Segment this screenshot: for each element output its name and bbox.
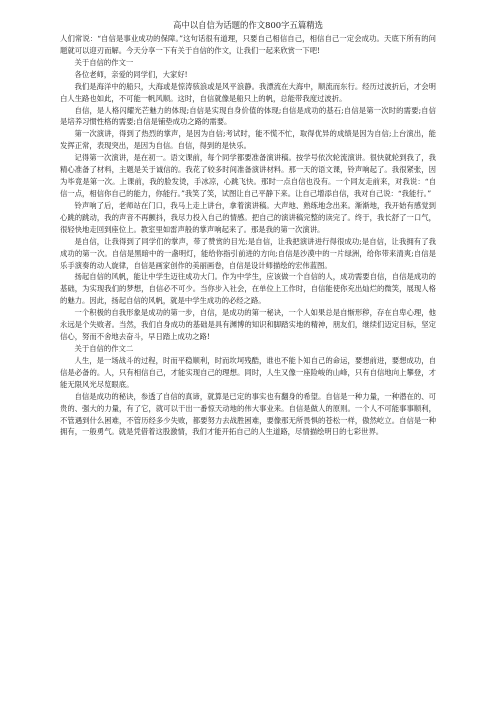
section-heading-2: 关于自信的作文二 <box>74 343 134 353</box>
paragraph: 一个积极的自我形象是成功的第一步，自信，是成功的第一秘诀，一个人如果总是自惭形秽，存在自卑心理，他永远是个失败者。当然，我们自身成功的基础是具有渊博的知识和脚踏实地的精神，朋友们，继续们迈定目标，坚定信心，努而不舍地去奋斗，早日踏上成功之路! <box>60 308 436 342</box>
document-body <box>60 33 436 438</box>
document-title: 高中以自信为话题的作文800字五篇精选 <box>173 20 323 30</box>
paragraph: 是自信，让我得到了同学们的掌声，带了赞赏的目光;是自信，让我把演讲进行得很成功;是自信，让我拥有了我成功的第一次。自信是黑暗中的一盏明灯，能给你指引前进的方向;自信是沙漠中的一片绿洲，给你带来清爽;自信是乐手演奏的动人旋律，自信是画家创作的美丽画卷，自信是设计师描绘的宏伟蓝图。 <box>60 236 436 270</box>
paragraph: 人生，是一场战斗的过程，时而平稳顺利，时而坎坷残酷，谁也不能卜知自己的命运，要想前进，要想成功，自信是必备的。人，只有相信自己，才能实现自己的理想。同时，人生又像一座险峻的山峰，只有自信地向上攀登，才能无限风光尽览眼底。 <box>60 355 436 389</box>
intro-paragraph: 人们常说：“自信是事业成功的保障。”这句话很有道理，只要自己相信自己，相信自己一定会成功。天底下所有的问题就可以迎刃而解。今天分享一下有关于自信的作文，让我们一起来欣赏一下吧! <box>60 34 436 55</box>
section-heading-1: 关于自信的作文一 <box>74 57 134 67</box>
paragraph: 各位老师，亲爱的同学们，大家好! <box>74 69 188 79</box>
paragraph: 记得第一次演讲，是在初一。语文课前，每个同学都要准备演讲稿。按学号依次轮流演讲。很快就轮到我了，我精心准备了材料，主题是关于诚信的。我花了较多时间准备演讲材料。那一天的语文课，铃声响起了。我很紧张，因为毕竟是第一次。上课前，我的脸发烫，手冰凉，心跳飞快。那时一点自信也没有。一个同友走前来，对我说：“自信一点，相信你自己的能力，你能行。”我笑了笑，试图让自己平静下来。让自己增添自信，我对自己说：“我能行。” <box>60 153 436 198</box>
paragraph: 扬起自信的风帆，能让中学生迈往成功大门。作为中学生，应该做一个自信的人，成功需要自信，自信是成功的基础，为实现我们的梦想，自信必不可少。当你步入社会，在单位上工作时，自信能使你充出灿烂的微笑，展现人格的魅力。因此，扬起自信的风帆，就是中学生成功的必经之路。 <box>60 272 436 306</box>
paragraph: 铃声响了后，老师站在门口，我马上走上讲台，拿着演讲稿。大声地、熟练地念出来。渐渐地，我开始有感觉到心跳的跳动，我的声音不再颤抖，我尽力投入自己的情感。把自己的演讲稿完整的读完了。终于，我长舒了一口气，很轻快地走回到座位上。教室里如雷声般的掌声响起来了。那是我的第一次演讲。 <box>60 200 436 234</box>
paragraph: 自信，是人格闪耀光芒魅力的体现;自信是实现自身价值的体现;自信是成功的基石;自信是第一次时的需要;自信是培养习惯性格的需要;自信是铺垫成功之路的需要。 <box>60 105 436 127</box>
paragraph: 自信是成功的秘诀，参透了自信的真谛，就算是已定的事实也有翻身的希望。自信是一种力量，一种潜在的、可贵的、强大的力量，有了它，就可以干出一番惊天动地的伟大事业来。自信是做人的原则。一个人不可能事事顺利，不管遇到什么困难，不管历经多少失败，都要努力去战胜困难，要像那无所畏惧的苍松一样，傲然屹立。自信是一种拥有，一般勇气。就是凭借着这股激情，我们才能开拓自己的人生道路，尽情描绘明日的七彩世界。 <box>60 391 436 437</box>
paragraph: 第一次演讲，得到了热烈的掌声，是因为自信;考试时，能不慌不忙，取得优异的成绩是因为自信;上台演出，能发挥正常，表现突出，是因为自信。自信，得到的是快乐。 <box>60 129 436 151</box>
paragraph: 我们是海洋中的船只，大海或是惊涛骇浪或是风平浪静。我漂流在大海中，顺流而东行。经历过波折后，才会明白人生路也如此，不可能一帆风顺。这时，自信就像是船只上的帆，总能带我度过波折。 <box>60 81 436 103</box>
